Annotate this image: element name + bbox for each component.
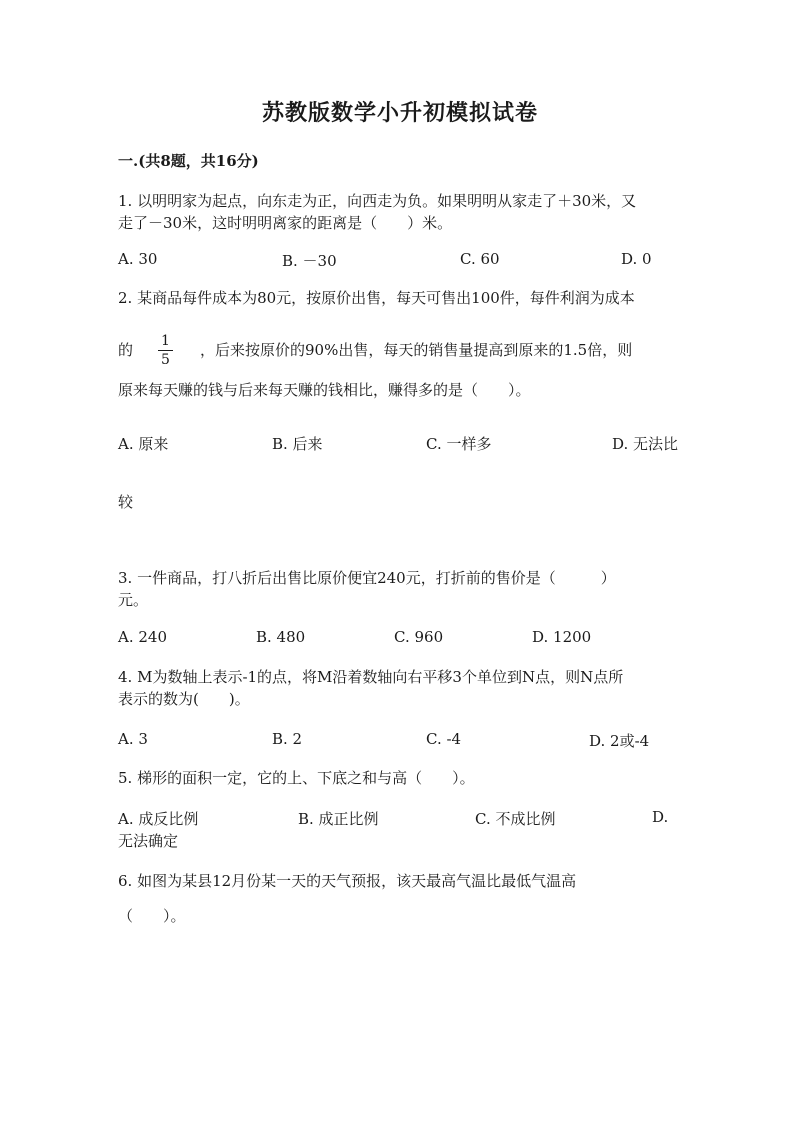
question-3-option-d: D. 1200	[532, 628, 592, 646]
question-2-option-d-wrap: 较	[118, 493, 134, 511]
question-2-option-d: D. 无法比	[612, 435, 679, 453]
question-1-option-c: C. 60	[460, 250, 500, 268]
question-3-option-c: C. 960	[394, 628, 444, 646]
question-6-line-2: （ ）。	[118, 907, 186, 925]
question-3-line-1: 3. 一件商品，打八折后出售比原价便宜240元，打折前的售价是（ ）	[118, 569, 616, 587]
exam-title: 苏教版数学小升初模拟试卷	[261, 100, 538, 126]
section-heading: 一.(共8题，共16分)	[118, 152, 259, 170]
question-3-line-2: 元。	[118, 591, 149, 609]
fraction-denominator: 5	[161, 352, 170, 368]
fraction-one-fifth	[158, 330, 173, 368]
question-2-option-a: A. 原来	[118, 435, 169, 453]
question-1-option-b: B. －30	[282, 252, 337, 270]
question-5-option-a: A. 成反比例	[118, 810, 199, 828]
question-3-option-b: B. 480	[256, 628, 306, 646]
question-4-option-b: B. 2	[272, 730, 303, 748]
question-5-option-c: C. 不成比例	[475, 810, 556, 828]
fraction-numerator: 1	[158, 333, 173, 351]
question-3-option-a: A. 240	[118, 628, 167, 646]
question-4-option-a: A. 3	[118, 730, 148, 748]
question-1-line-1: 1. 以明明家为起点，向东走为正，向西走为负。如果明明从家走了＋30米，又	[118, 192, 637, 210]
question-6-line-1: 6. 如图为某县12月份某一天的天气预报，该天最高气温比最低气温高	[118, 872, 577, 890]
question-2-line-3: 原来每天赚的钱与后来每天赚的钱相比，赚得多的是（ ）。	[118, 381, 531, 399]
question-2-option-c: C. 一样多	[426, 435, 492, 453]
question-4-option-c: C. -4	[426, 730, 462, 748]
question-4-option-d: D. 2或-4	[589, 732, 650, 750]
question-5-option-d: D.	[652, 808, 669, 826]
question-5-option-d-wrap: 无法确定	[118, 832, 179, 850]
question-1-line-2: 走了－30米，这时明明离家的距离是（ ）米。	[118, 214, 453, 232]
question-2-line-1: 2. 某商品每件成本为80元，按原价出售，每天可售出100件，每件利润为成本	[118, 289, 635, 307]
question-2-option-b: B. 后来	[272, 435, 323, 453]
question-2-line-2-suffix: ，后来按原价的90%出售，每天的销售量提高到原来的1.5倍，则	[200, 341, 633, 359]
question-1-option-d: D. 0	[621, 250, 652, 268]
question-4-line-1: 4. M为数轴上表示-1的点，将M沿着数轴向右平移3个单位到N点，则N点所	[118, 668, 624, 686]
question-1-option-a: A. 30	[118, 250, 158, 268]
question-2-line-2-prefix: 的	[118, 341, 134, 359]
question-4-line-2: 表示的数为( )。	[118, 690, 250, 708]
question-5-line-1: 5. 梯形的面积一定，它的上、下底之和与高（ ）。	[118, 769, 475, 787]
question-5-option-b: B. 成正比例	[298, 810, 379, 828]
